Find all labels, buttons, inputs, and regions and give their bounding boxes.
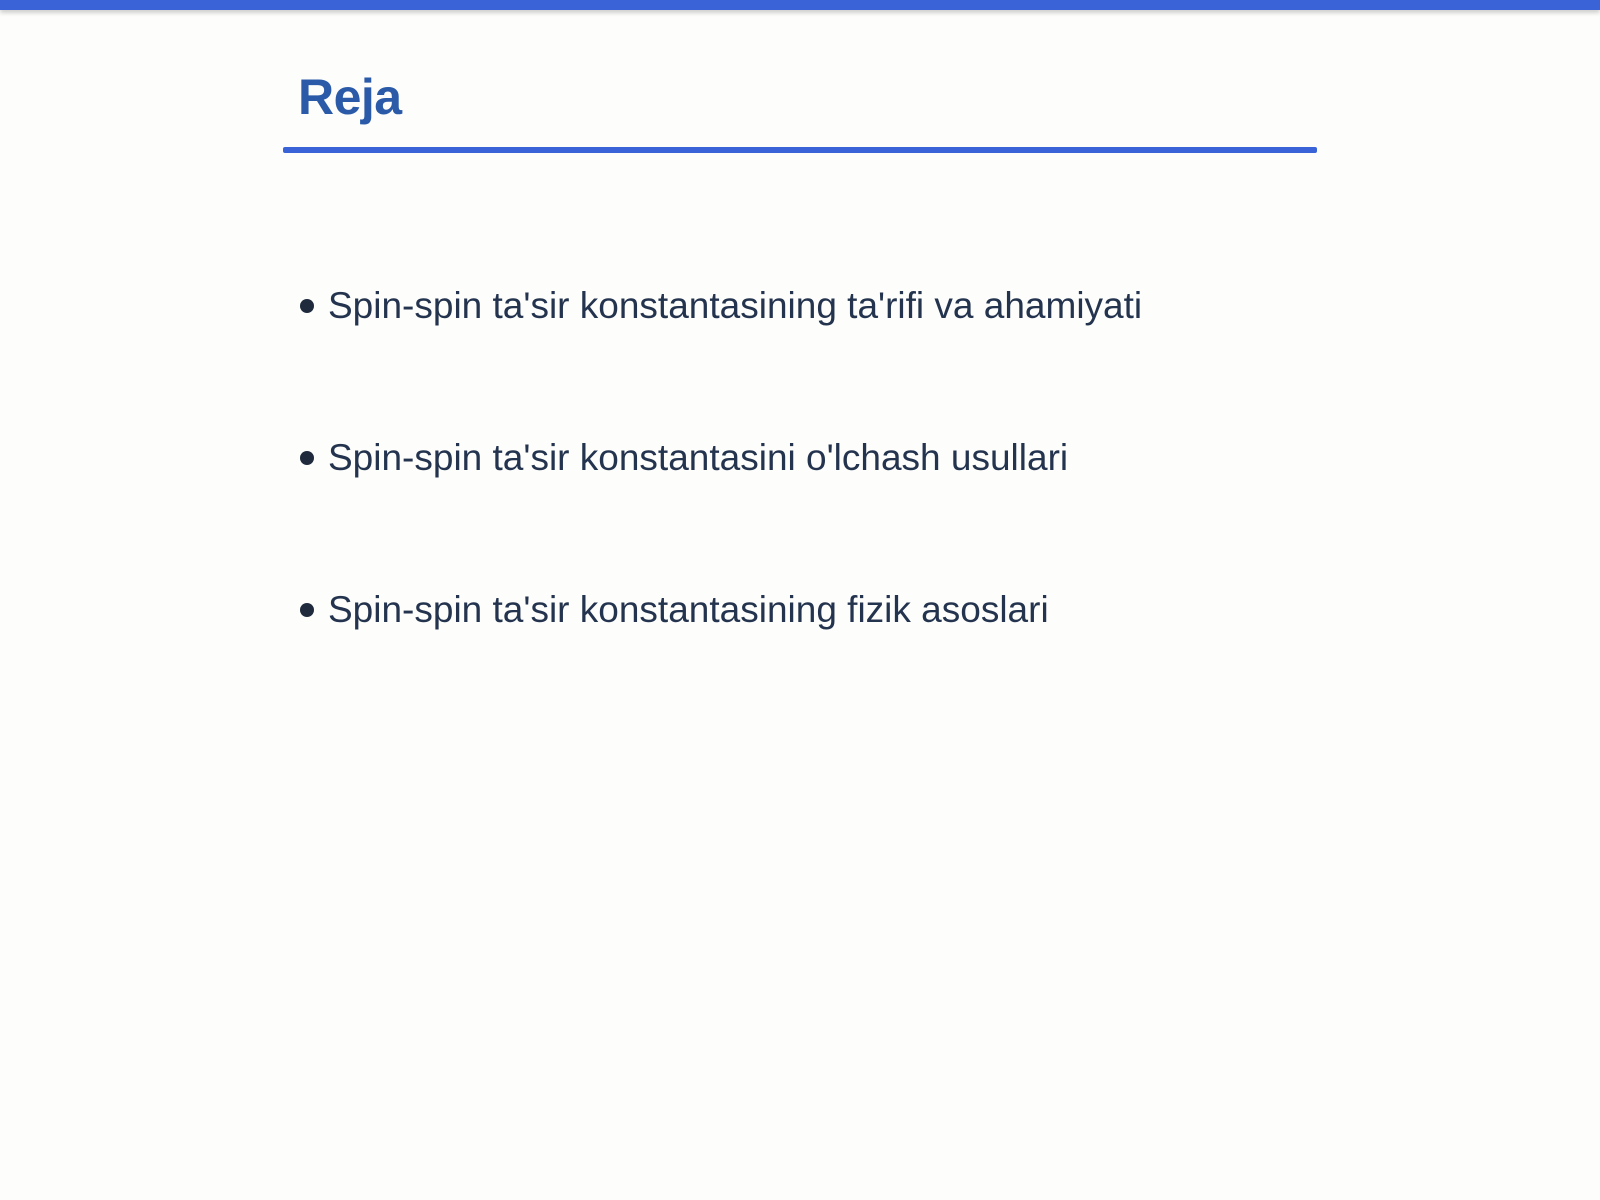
slide-title: Reja bbox=[298, 69, 402, 125]
title-underline bbox=[283, 147, 1317, 153]
list-item bbox=[300, 432, 1142, 484]
bullet-list bbox=[300, 280, 1142, 736]
list-item-text: Spin-spin ta'sir konstantasining ta'rifi va ahamiyati bbox=[328, 285, 1143, 326]
list-item bbox=[300, 584, 1142, 636]
list-item-text: Spin-spin ta'sir konstantasini o'lchash usullari bbox=[328, 437, 1069, 478]
list-item-text: Spin-spin ta'sir konstantasining fizik asoslari bbox=[328, 589, 1049, 630]
bullet-icon bbox=[300, 603, 314, 617]
bullet-icon bbox=[300, 299, 314, 313]
list-item bbox=[300, 280, 1142, 332]
bullet-icon bbox=[300, 451, 314, 465]
top-accent-bar bbox=[0, 0, 1600, 10]
